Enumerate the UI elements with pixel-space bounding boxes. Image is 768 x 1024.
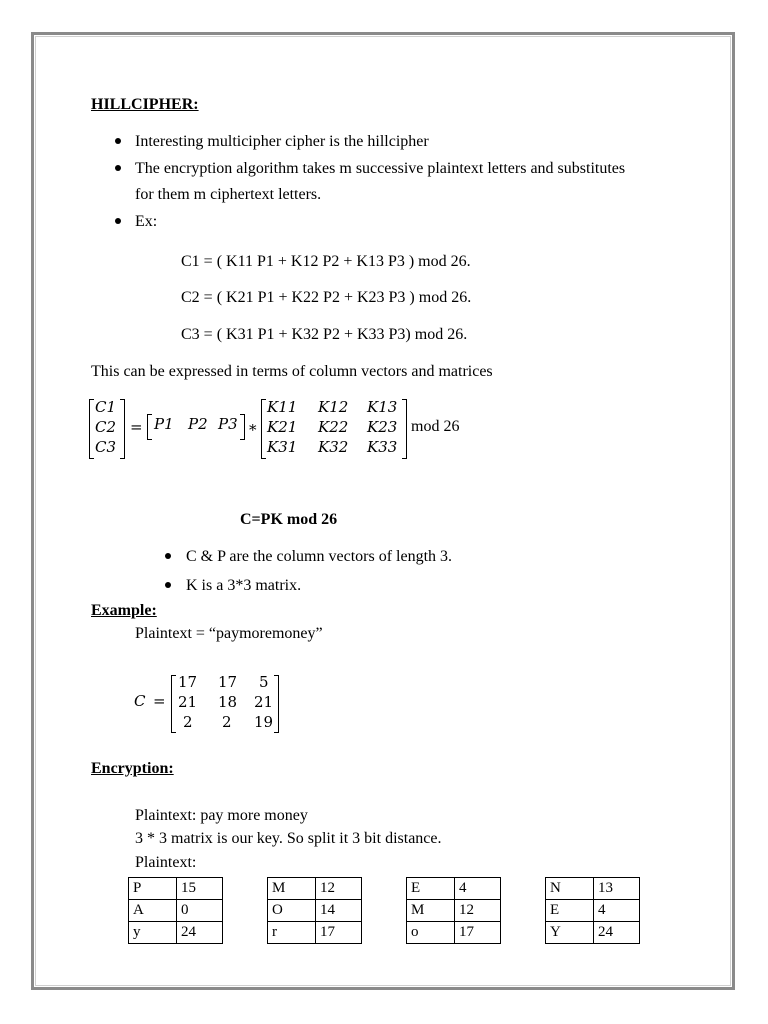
c-vector-entry: C3 <box>95 438 117 456</box>
table-cell: 12 <box>316 878 362 900</box>
c-vector-entry: C2 <box>95 418 117 436</box>
table-row <box>407 922 501 944</box>
k-matrix-entry: K22 <box>318 418 349 436</box>
table-row <box>268 900 362 922</box>
c-matrix-entry: 5 <box>259 673 269 691</box>
c-matrix-label: C <box>134 692 146 710</box>
p-vector-entry: P2 <box>188 415 208 433</box>
table-cell: 24 <box>594 922 640 944</box>
k-matrix-entry: K23 <box>367 418 398 436</box>
multiply-sign: * <box>249 421 257 439</box>
k-matrix-entry: K12 <box>318 398 349 416</box>
table-cell: o <box>407 922 455 944</box>
table-cell: r <box>268 922 316 944</box>
table-cell: N <box>546 878 594 900</box>
bullet-dot <box>165 582 171 588</box>
table-row <box>546 878 640 900</box>
k-matrix-entry: K11 <box>267 398 298 416</box>
mod-text: mod 26 <box>411 418 460 435</box>
c-vector-entry: C1 <box>95 398 117 416</box>
c-matrix-entry: 17 <box>178 673 198 691</box>
c-matrix-entry: 17 <box>218 673 238 691</box>
table-cell: A <box>129 900 177 922</box>
c-matrix-entry: 19 <box>254 713 274 731</box>
p-vector-entry: P3 <box>218 415 238 433</box>
c-matrix-entry: 2 <box>222 713 232 731</box>
equals-sign: = <box>153 692 166 710</box>
k-matrix-entry: K21 <box>267 418 298 436</box>
c-matrix-entry: 21 <box>178 693 198 711</box>
bullet-item: Ex: <box>135 213 158 230</box>
table-cell: M <box>268 878 316 900</box>
table-cell: 0 <box>177 900 223 922</box>
c-matrix-entry: 18 <box>218 693 238 711</box>
table-row <box>407 878 501 900</box>
note-item: C & P are the column vectors of length 3. <box>186 548 453 565</box>
k-matrix-entry: K32 <box>318 438 349 456</box>
k-matrix-entry: K31 <box>267 438 298 456</box>
bullet-dot <box>115 218 121 224</box>
table-row <box>129 900 223 922</box>
table-cell: 17 <box>316 922 362 944</box>
equation-line: C1 = ( K11 P1 + K12 P2 + K13 P3 ) mod 26. <box>181 253 471 270</box>
bullet-item: Interesting multicipher cipher is the hillcipher <box>135 133 429 150</box>
bullet-item-continued: for them m ciphertext letters. <box>135 186 322 203</box>
bullet-dot <box>165 553 171 559</box>
note-item: K is a 3*3 matrix. <box>186 577 302 594</box>
plaintext-table <box>406 877 501 944</box>
table-row <box>546 900 640 922</box>
table-row <box>268 922 362 944</box>
encryption-heading: Encryption: <box>91 760 174 777</box>
c-matrix-entry: 21 <box>254 693 274 711</box>
plaintext-table <box>128 877 223 944</box>
table-row <box>546 922 640 944</box>
table-cell: P <box>129 878 177 900</box>
table-cell: M <box>407 900 455 922</box>
bullet-item: The encryption algorithm takes m successive plaintext letters and substitutes <box>135 160 626 177</box>
plaintext-table <box>267 877 362 944</box>
table-cell: 4 <box>594 900 640 922</box>
equation-line: C2 = ( K21 P1 + K22 P2 + K23 P3 ) mod 26. <box>181 289 472 306</box>
table-cell: 24 <box>177 922 223 944</box>
p-vector-entry: P1 <box>154 415 174 433</box>
table-cell: O <box>268 900 316 922</box>
table-row <box>407 900 501 922</box>
example-heading: Example: <box>91 602 157 619</box>
table-cell: y <box>129 922 177 944</box>
table-row <box>268 878 362 900</box>
table-cell: 13 <box>594 878 640 900</box>
c-matrix-entry: 2 <box>183 713 193 731</box>
section-heading: HILLCIPHER: <box>91 96 199 113</box>
table-row <box>129 922 223 944</box>
enc-line: Plaintext: pay more money <box>135 807 308 824</box>
table-cell: 14 <box>316 900 362 922</box>
plaintext-table <box>545 877 640 944</box>
k-matrix-entry: K13 <box>367 398 398 416</box>
equals-sign: = <box>130 418 143 436</box>
table-cell: 12 <box>455 900 501 922</box>
enc-line: Plaintext: <box>135 854 197 871</box>
table-cell: E <box>407 878 455 900</box>
paragraph-text: This can be expressed in terms of column vectors and matrices <box>91 363 493 380</box>
table-row <box>129 878 223 900</box>
table-cell: 17 <box>455 922 501 944</box>
equation-line: C3 = ( K31 P1 + K32 P2 + K33 P3) mod 26. <box>181 326 468 343</box>
table-cell: E <box>546 900 594 922</box>
enc-line: 3 * 3 matrix is our key. So split it 3 bit distance. <box>135 830 442 847</box>
table-cell: Y <box>546 922 594 944</box>
k-matrix-entry: K33 <box>367 438 398 456</box>
bullet-dot <box>115 165 121 171</box>
plaintext-line: Plaintext = “paymoremoney” <box>135 625 323 642</box>
formula: C=PK mod 26 <box>240 511 338 528</box>
table-cell: 4 <box>455 878 501 900</box>
table-cell: 15 <box>177 878 223 900</box>
bullet-dot <box>115 138 121 144</box>
